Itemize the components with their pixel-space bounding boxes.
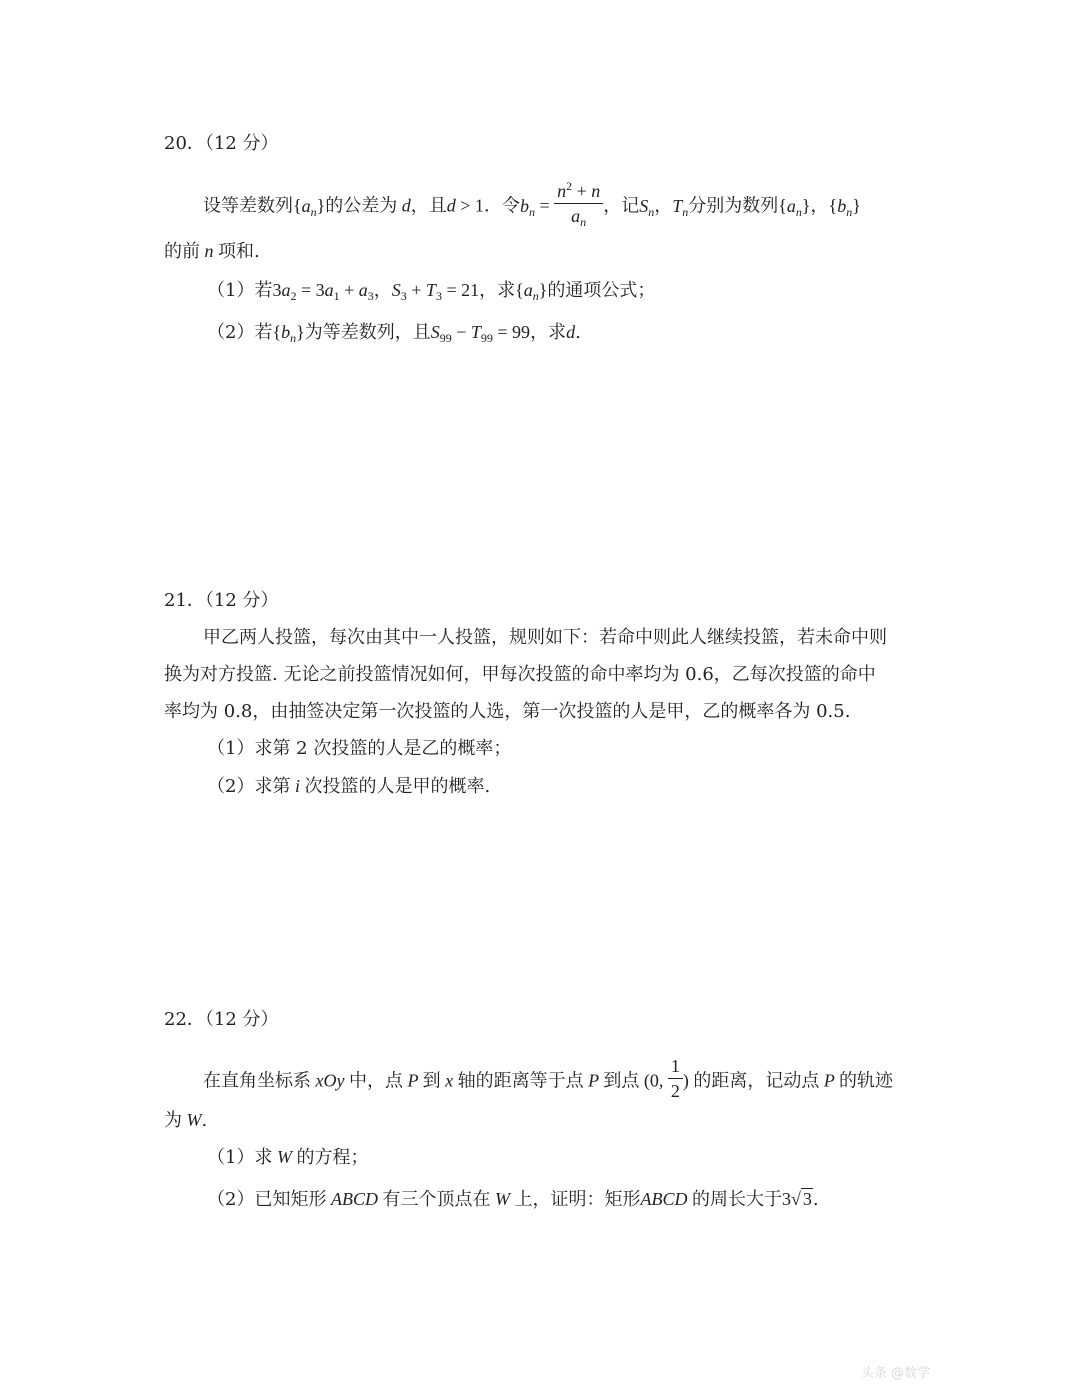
q20-stem: 设等差数列$\{a_n\}$的公差为 d，且d > 1．令$b_n$ = $\frac{n^2 + n}{a_n}$ ，记$S_n$，$T_n$分别为数列$\{a_n\}$，$\{b_n\}$ [203,179,861,229]
q22-stem-i: . [201,1110,208,1131]
q21-p2-a: （2）求第 [207,776,291,797]
q20-stem-i: 的前 [164,241,200,262]
q22-heading: 22．（12 分） [164,1009,279,1030]
q22-stem-a: 在直角坐标系 [203,1070,311,1092]
q20-stem-g: 分别为数列 [688,195,779,217]
q22-p1-a: （1）求 [207,1147,273,1168]
q20-frac-bn: $\frac{n^2 + n}{a_n}$ [554,182,603,225]
q21-heading: 21．（12 分） [164,590,279,611]
q20-part1: （1）若$3a_2 = 3a_1 + a_3$，$S_3 + T_3 = 21$，求$\{a_n\}$的通项公式； [207,280,656,303]
q22-stem-b: 中，点 [348,1070,403,1092]
q22-p2-d: 的周长大于 [691,1189,782,1210]
q20-p1-d: 的通项公式； [547,280,656,301]
q22-stem: 在直角坐标系 xOy 中，点 P 到 x 轴的距离等于点 P 到点 (0, $\frac{1}{2}$ ) 的距离，记动点 P 的轨迹 [203,1056,893,1101]
q22-stem-g: 的轨迹 [839,1070,893,1092]
q20-p1-b: ， [373,280,392,301]
q20-p2-c: ，求 [530,322,567,343]
q22-stem-line2: 为 W. [164,1110,208,1131]
q20-part2: （2）若$\{b_n\}$为等差数列，且$S_{99} - T_{99} = 99$，求d. [207,322,581,345]
q20-p1-c: ，求 [479,280,516,301]
q22-stem-e: 到点 [603,1070,640,1092]
q22-stem-h: 为 [164,1110,182,1131]
q22-p1-b: 的方程； [296,1147,369,1168]
q22-part2: （2）已知矩形 ABCD 有三个顶点在 W 上，证明：矩形ABCD 的周长大于3√ 3. [207,1189,819,1210]
q20-p1-a: （1）若 [207,280,273,301]
q20-stem-f: ， [654,195,673,217]
q20-stem-j: 项和. [218,241,260,262]
q22-frac-half: $\frac{1}{2}$ [668,1057,683,1100]
q22-sqrt3: √ 3 [790,1189,812,1209]
q20-stem-h: ， [810,195,829,217]
q20-stem-b: 的公差为 [325,195,398,217]
q20-heading: 20．（12 分） [164,133,279,154]
q20-stem-e: ，记 [603,195,640,217]
q22-stem-d: 轴的距离等于点 [457,1070,584,1092]
q20-p2-a: （2）若 [207,322,273,343]
q22-p2-e: . [812,1189,819,1210]
q22-stem-f: 的距离，记动点 [693,1070,820,1092]
q21-p2-b: 次投篮的人是甲的概率. [304,776,491,797]
q21-stem-line3: 率均为 0.8，由抽签决定第一次投篮的人选，第一次投篮的人是甲，乙的概率各为 0.5. [164,701,851,722]
q22-part1: （1）求 W 的方程； [207,1147,369,1168]
q21-part2: （2）求第 i 次投篮的人是甲的概率. [207,776,491,797]
q22-stem-c: 到 [422,1070,441,1092]
q20-stem-line2: 的前 n 项和. [164,241,260,262]
q21-stem-line1: 甲乙两人投篮，每次由其中一人投篮，规则如下：若命中则此人继续投篮，若未命中则 [203,627,887,648]
q22-p2-a: （2）已知矩形 [207,1189,327,1210]
q21-stem-line2: 换为对方投篮. 无论之前投篮情况如何，甲每次投篮的命中率均为 0.6，乙每次投篮的命中 [164,664,876,685]
q20-stem-a: 设等差数列 [203,195,293,217]
q20-p2-b: 为等差数列，且 [304,322,431,343]
q20-p2-d: . [575,322,581,343]
q22-p2-b: 有三个顶点在 [382,1189,491,1210]
watermark: 头条 @数学 [860,1366,930,1381]
q21-part1: （1）求第 2 次投篮的人是乙的概率； [207,738,512,759]
q20-stem-c: ，且 [410,195,447,217]
q20-stem-d: ．令 [483,195,520,217]
q22-p2-c: 上，证明：矩形 [514,1189,641,1210]
